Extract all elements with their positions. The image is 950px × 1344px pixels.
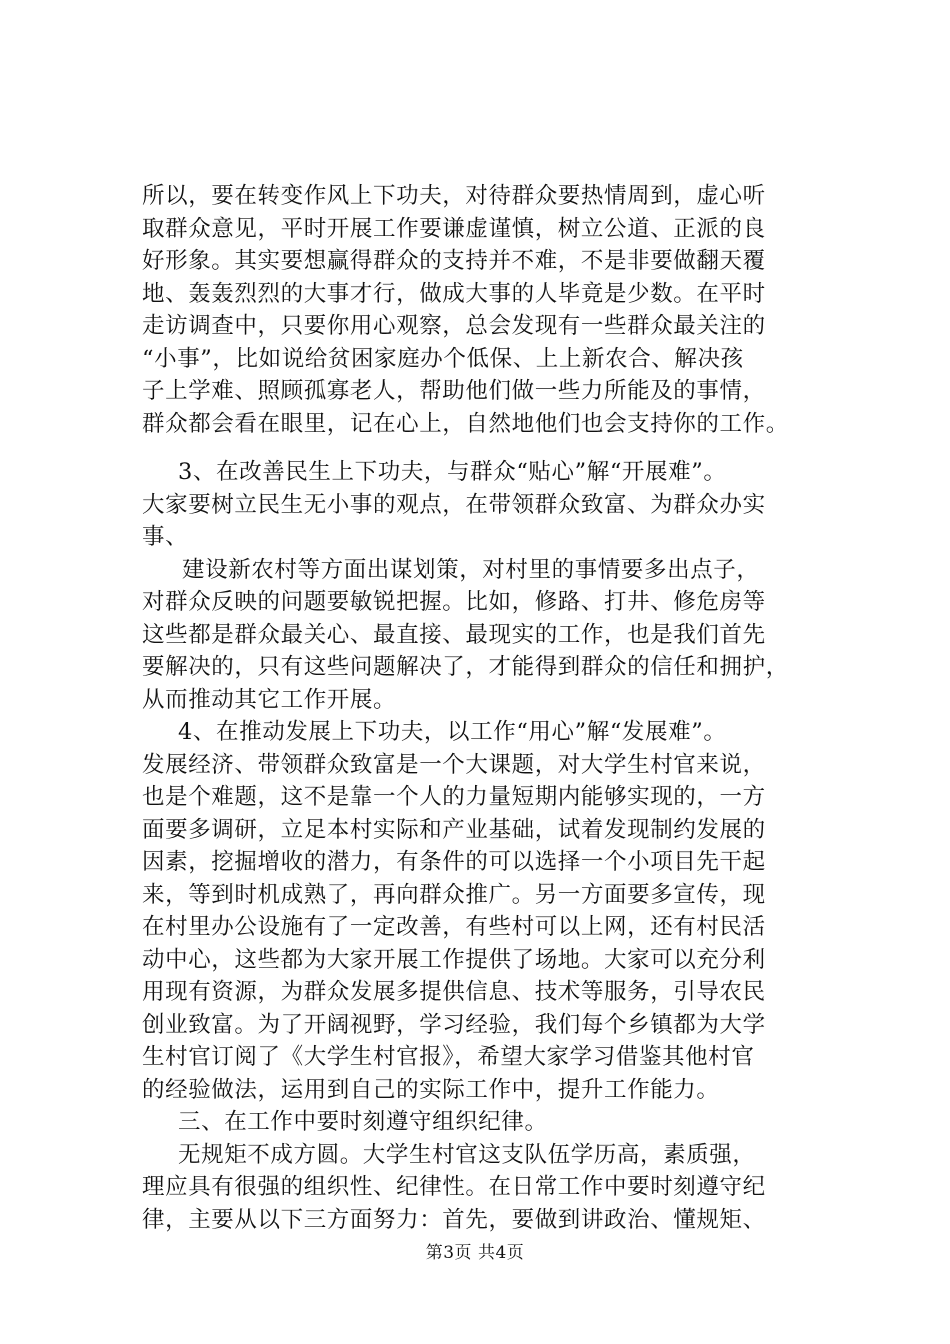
- text-line: 创业致富。为了开阔视野，学习经验，我们每个乡镇都为大学: [142, 1011, 766, 1038]
- text-line: 所以，要在转变作风上下功夫，对待群众要热情周到，虚心听: [142, 183, 766, 209]
- text-line: 律，主要从以下三方面努力：首先，要做到讲政治、懂规矩、: [142, 1206, 766, 1233]
- text-line: 动中心，这些都为大家开展工作提供了场地。大家可以充分利: [142, 946, 766, 973]
- text-line: 群众都会看在眼里，记在心上，自然地他们也会支持你的工作。: [142, 410, 789, 437]
- paragraph-block-1: [142, 180, 832, 440]
- text-line: 也是个难题，这不是靠一个人的力量短期内能够实现的，一方: [142, 784, 766, 810]
- text-line: 面要多调研，立足本村实际和产业基础，试着发现制约发展的: [142, 816, 766, 843]
- text-line: 用现有资源，为群众发展多提供信息、技术等服务，引导农民: [142, 979, 766, 1005]
- text-line: 从而推动其它工作开展。: [142, 686, 397, 713]
- text-line: 因素，挖掘增收的潜力，有条件的可以选择一个小项目先干起: [142, 849, 766, 875]
- text-line: 三、在工作中要时刻遵守组织纪律。: [178, 1109, 548, 1135]
- text-line: “小事”，比如说给贫困家庭办个低保、上上新农合、解决孩: [142, 345, 744, 372]
- text-line: 要解决的，只有这些问题解决了，才能得到群众的信任和拥护，: [142, 654, 789, 680]
- text-line: 无规矩不成方圆。大学生村官这支队伍学历高，素质强，: [178, 1141, 756, 1168]
- text-line: 生村官订阅了《大学生村官报》，希望大家学习借鉴其他村官: [142, 1044, 755, 1070]
- page-footer: [0, 1241, 950, 1265]
- text-line: 建设新农村等方面出谋划策，对村里的事情要多出点子，: [182, 556, 760, 583]
- text-line: 4、在推动发展上下功夫，以工作“用心”解“发展难”。: [178, 719, 727, 745]
- text-line: 取群众意见，平时开展工作要谦虚谨慎，树立公道、正派的良: [142, 215, 766, 242]
- paragraph-block-2: [142, 456, 832, 1236]
- text-line: 地、轰轰烈烈的大事才行，做成大事的人毕竟是少数。在平时: [142, 280, 766, 307]
- text-line: 事、: [142, 524, 189, 550]
- text-line: 来，等到时机成熟了，再向群众推广。另一方面要多宣传，现: [142, 881, 766, 908]
- text-line: 子上学难、照顾孤寡老人，帮助他们做一些力所能及的事情，: [142, 378, 766, 404]
- text-line: 的经验做法，运用到自己的实际工作中，提升工作能力。: [142, 1076, 720, 1103]
- text-line: 这些都是群众最关心、最直接、最现实的工作，也是我们首先: [142, 621, 766, 648]
- text-line: 3、在改善民生上下功夫，与群众“贴心”解“开展难”。: [178, 459, 727, 485]
- text-line: 理应具有很强的组织性、纪律性。在日常工作中要时刻遵守纪: [142, 1174, 766, 1200]
- text-line: 大家要树立民生无小事的观点，在带领群众致富、为群众办实: [142, 491, 766, 518]
- text-line: 走访调查中，只要你用心观察，总会发现有一些群众最关注的: [142, 313, 766, 339]
- text-line: 发展经济、带领群众致富是一个大课题，对大学生村官来说，: [142, 751, 766, 778]
- text-line: 在村里办公设施有了一定改善，有些村可以上网，还有村民活: [142, 914, 766, 940]
- text-line: 好形象。其实要想赢得群众的支持并不难，不是非要做翻天覆: [142, 248, 766, 274]
- page-number-label: 第3页 共4页: [425, 1243, 525, 1263]
- text-line: 对群众反映的问题要敏锐把握。比如，修路、打井、修危房等: [142, 589, 766, 615]
